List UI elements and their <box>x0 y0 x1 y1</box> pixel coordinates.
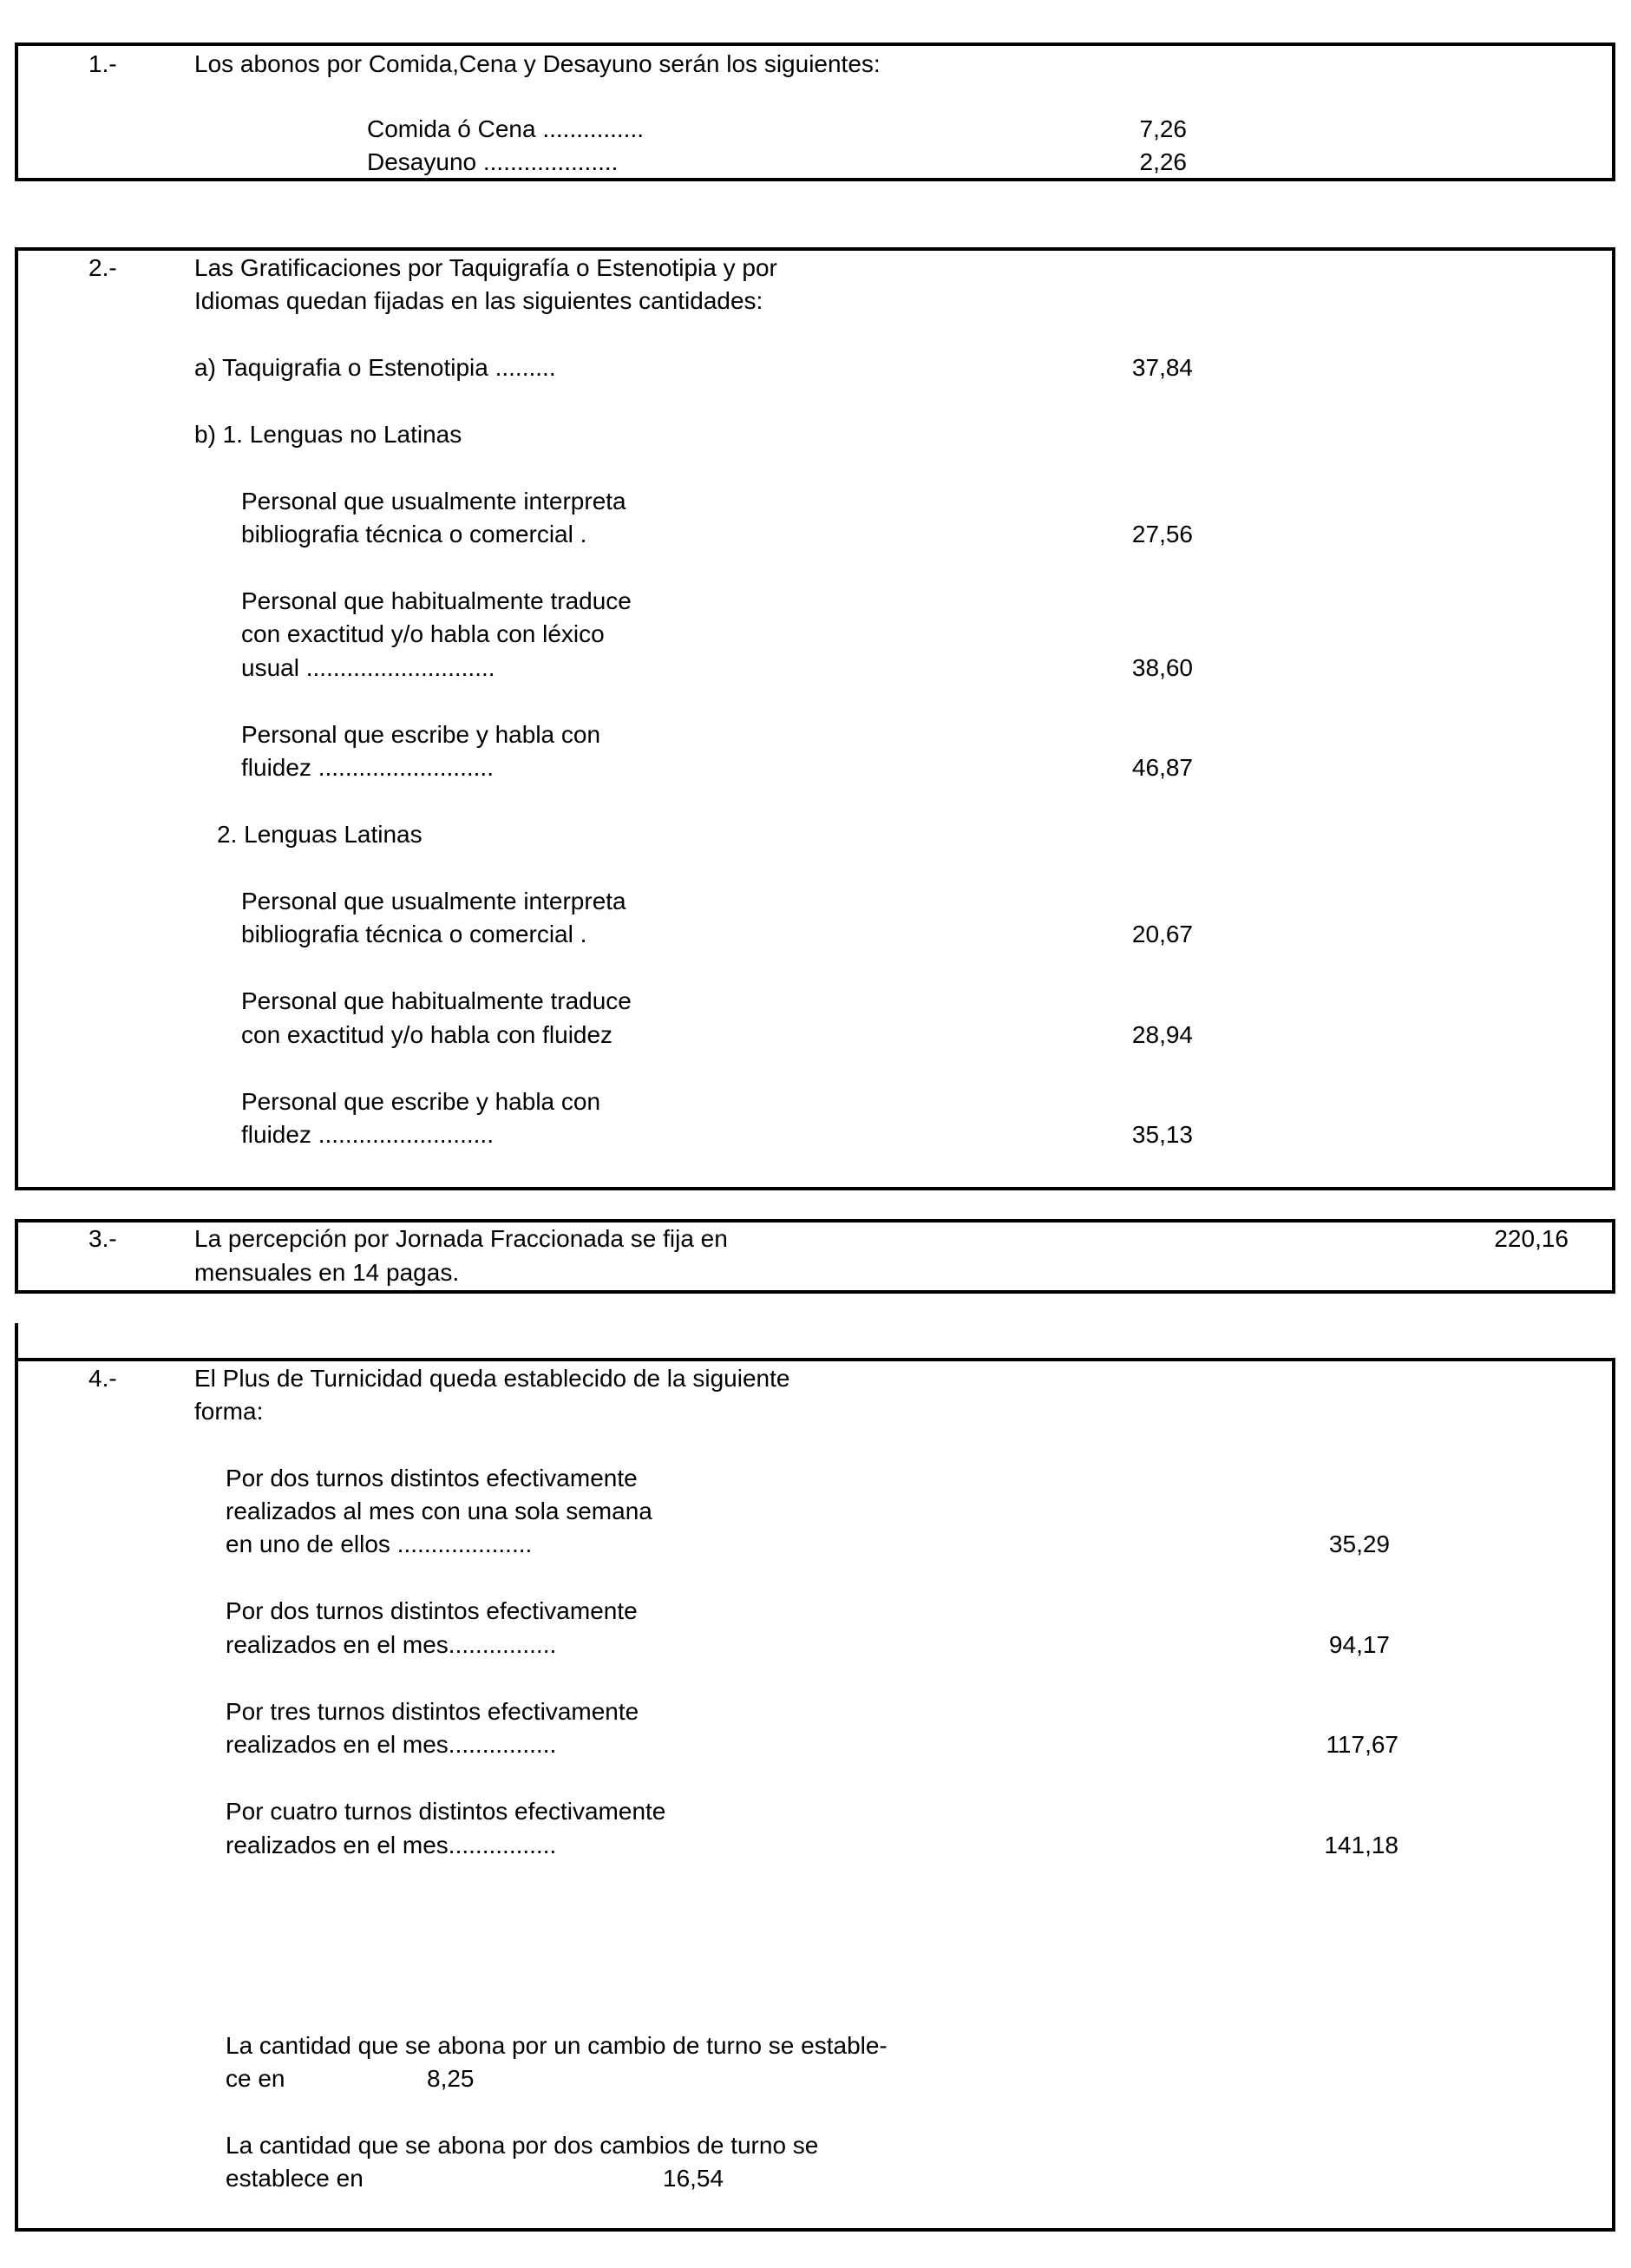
no-latinas-item-2-line3: usual ............................ <box>241 654 495 681</box>
latinas-item-2-value: 28,94 <box>1131 1021 1193 1048</box>
turno-item-3-line2: realizados en el mes................ <box>226 1731 557 1758</box>
cambio-turno-1-line1: La cantidad que se abona por un cambio de turno se estable- <box>226 2032 888 2059</box>
latinas-item-1-value: 20,67 <box>1131 921 1193 947</box>
no-latinas-item-3-value: 46,87 <box>1131 754 1193 781</box>
no-latinas-item-2-value: 38,60 <box>1131 654 1193 681</box>
turno-item-2-line1: Por dos turnos distintos efectivamente <box>226 1597 638 1624</box>
margin-rule <box>15 1323 18 1360</box>
lenguas-no-latinas-heading: b) 1. Lenguas no Latinas <box>194 421 462 448</box>
latinas-item-3-line2: fluidez .......................... <box>241 1121 494 1148</box>
section-3-number: 3.- <box>88 1225 117 1252</box>
section-2-title-line1: Las Gratificaciones por Taquigrafía o Estenotipia y por <box>194 254 777 281</box>
section-3-value: 220,16 <box>1494 1225 1569 1252</box>
latinas-item-1-line2: bibliografia técnica o comercial . <box>241 921 587 947</box>
turno-item-3-value: 117,67 <box>1326 1731 1398 1758</box>
section-4-title-line2: forma: <box>194 1398 264 1425</box>
comida-cena-value: 7,26 <box>1139 115 1187 142</box>
turno-item-3-line1: Por tres turnos distintos efectivamente <box>226 1698 639 1725</box>
cambio-turno-1-line2: ce en <box>226 2065 285 2092</box>
turno-item-2-value: 94,17 <box>1328 1631 1390 1658</box>
section-2-number: 2.- <box>88 254 117 281</box>
turno-item-4-line2: realizados en el mes................ <box>226 1832 557 1858</box>
turno-item-1-value: 35,29 <box>1328 1531 1390 1557</box>
latinas-item-2-line1: Personal que habitualmente traduce <box>241 987 632 1014</box>
cambio-turno-1-value: 8,25 <box>427 2065 475 2092</box>
no-latinas-item-3-line2: fluidez .......................... <box>241 754 494 781</box>
comida-cena-label: Comida ó Cena ............... <box>367 115 645 142</box>
latinas-item-3-value: 35,13 <box>1131 1121 1193 1148</box>
desayuno-label: Desayuno .................... <box>367 148 619 175</box>
section-4-number: 4.- <box>88 1365 117 1392</box>
taquigrafia-value: 37,84 <box>1131 354 1193 381</box>
no-latinas-item-2-line1: Personal que habitualmente traduce <box>241 587 632 614</box>
no-latinas-item-1-line2: bibliografia técnica o comercial . <box>241 521 587 547</box>
latinas-item-1-line1: Personal que usualmente interpreta <box>241 888 626 914</box>
cambio-turno-2-line1: La cantidad que se abona por dos cambios de turno se <box>226 2132 819 2159</box>
cambio-turno-2-line2: establece en <box>226 2165 364 2192</box>
turno-item-1-line1: Por dos turnos distintos efectivamente <box>226 1465 638 1491</box>
section-1-title: Los abonos por Comida,Cena y Desayuno serán los siguientes: <box>194 50 881 77</box>
latinas-item-2-line2: con exactitud y/o habla con fluidez <box>241 1021 613 1048</box>
no-latinas-item-1-value: 27,56 <box>1131 521 1193 547</box>
cambio-turno-2-value: 16,54 <box>663 2165 724 2192</box>
no-latinas-item-2-line2: con exactitud y/o habla con léxico <box>241 620 605 647</box>
turno-item-1-line2: realizados al mes con una sola semana <box>226 1498 652 1524</box>
section-3-line1: La percepción por Jornada Fraccionada se fija en <box>194 1225 728 1252</box>
desayuno-value: 2,26 <box>1139 148 1187 175</box>
section-3-line2: mensuales en 14 pagas. <box>194 1259 460 1286</box>
taquigrafia-label: a) Taquigrafia o Estenotipia ......... <box>194 354 556 381</box>
section-4-title-line1: El Plus de Turnicidad queda establecido de la siguiente <box>194 1365 790 1392</box>
turno-item-2-line2: realizados en el mes................ <box>226 1631 557 1658</box>
turno-item-1-line3: en uno de ellos .................... <box>226 1531 533 1557</box>
no-latinas-item-1-line1: Personal que usualmente interpreta <box>241 488 626 515</box>
turno-item-4-line1: Por cuatro turnos distintos efectivamente <box>226 1798 666 1825</box>
section-1-number: 1.- <box>88 50 117 77</box>
lenguas-latinas-heading: 2. Lenguas Latinas <box>217 821 422 848</box>
section-2-title-line2: Idiomas quedan fijadas en las siguientes cantidades: <box>194 287 763 314</box>
no-latinas-item-3-line1: Personal que escribe y habla con <box>241 721 601 748</box>
turno-item-4-value: 141,18 <box>1324 1832 1398 1858</box>
latinas-item-3-line1: Personal que escribe y habla con <box>241 1088 601 1115</box>
